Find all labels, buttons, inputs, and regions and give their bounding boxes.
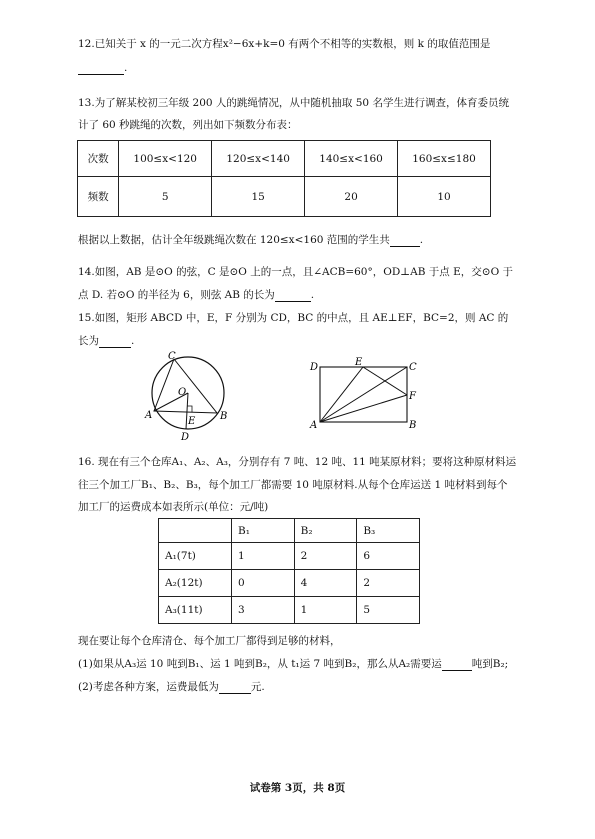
- q14-line2: [78, 287, 314, 302]
- q14-line1: 14.如图，AB 是⊙O 的弦，C 是⊙O 上的一点，且∠ACB=60°，OD⊥AB 于点 E，交⊙O 于: [78, 266, 514, 278]
- label-c: C: [168, 351, 176, 362]
- q13-after-tail: .: [419, 234, 424, 246]
- q16-line2: 往三个加工厂B₁、B₂、B₃，每个加工厂都需要 10 吨原材料.从每个仓库运送 1 吨材料到每个: [78, 479, 508, 491]
- answer-blank: [390, 234, 420, 247]
- q16-after: 现在要让每个仓库清仓、每个加工厂都得到足够的材料，: [78, 635, 341, 647]
- q12-tail: .: [124, 62, 128, 74]
- q13-after: [78, 232, 423, 247]
- q14-tail: .: [310, 289, 315, 301]
- label-e: E: [355, 357, 363, 368]
- freq-cell: 频数: [78, 177, 119, 217]
- q15-line2: [78, 333, 134, 348]
- q15-line2-text: 长为: [78, 335, 99, 347]
- cost-cell: 3: [232, 597, 295, 624]
- segment-af: [320, 395, 407, 422]
- rectangle-figure: [308, 355, 418, 430]
- freq-cell: 20: [305, 177, 398, 217]
- q16-line1: 16. 现在有三个仓库A₁、A₂、A₃，分别存有 7 吨、12 吨、11 吨某原材料；要将这种原材料运: [78, 456, 517, 468]
- label-c: C: [409, 362, 417, 373]
- answer-blank: [442, 658, 472, 671]
- cost-row-label: A₂(12t): [159, 570, 232, 597]
- segment-ac: [320, 367, 407, 422]
- freq-cell: 5: [119, 177, 212, 217]
- q16-part1-tail: 吨到B₂;: [471, 658, 509, 670]
- cost-header: B₂: [294, 519, 357, 543]
- label-a: A: [145, 410, 153, 421]
- label-a: A: [310, 420, 318, 430]
- q12-answer-line: [78, 62, 127, 75]
- circle-figure: [140, 350, 240, 442]
- cost-cell: 1: [294, 597, 357, 624]
- cost-header: B₁: [232, 519, 295, 543]
- answer-blank: [99, 335, 131, 348]
- page-footer: 试卷第 3页，共 8页: [249, 782, 346, 794]
- q15-line1: 15.如图，矩形 ABCD 中，E，F 分别为 CD，BC 的中点，且 AE⊥EF，BC=2，则 AC 的: [78, 312, 509, 324]
- frequency-table: [77, 140, 491, 217]
- cost-row-label: A₃(11t): [159, 597, 232, 624]
- answer-blank: [219, 681, 251, 694]
- q16-part2: [78, 679, 265, 694]
- label-b: B: [220, 411, 228, 422]
- q14-line2-text: 点 D. 若⊙O 的半径为 6，则弦 AB 的长为: [78, 289, 275, 301]
- label-b: B: [409, 420, 417, 430]
- cost-header: [159, 519, 232, 543]
- segment-ae: [320, 367, 363, 422]
- label-f: F: [409, 391, 416, 402]
- label-d: D: [181, 432, 190, 442]
- freq-cell: 15: [212, 177, 305, 217]
- cost-cell: 0: [232, 570, 295, 597]
- freq-header: 120≤x<140: [212, 141, 305, 177]
- q16-part2-text: (2)考虑各种方案，运费最低为: [78, 681, 219, 693]
- cost-cell: 1: [232, 543, 295, 570]
- freq-header: 次数: [78, 141, 119, 177]
- q16-part1-text: (1)如果从A₃运 10 吨到B₁、运 1 吨到B₂，从 t₁运 7 吨到B₂，那么从A₂需要运: [78, 658, 442, 670]
- freq-header: 160≤x≤180: [398, 141, 491, 177]
- q13-line1: 13.为了解某校初三年级 200 人的跳绳情况，从中随机抽取 50 名学生进行调查，体育委员统: [78, 97, 509, 109]
- freq-cell: 10: [398, 177, 491, 217]
- label-e: E: [188, 416, 196, 427]
- cost-cell: 2: [294, 543, 357, 570]
- q13-line2: 计了 60 秒跳绳的次数，列出如下频数分布表：: [78, 119, 298, 131]
- cost-header: B₃: [357, 519, 420, 543]
- shipping-cost-table: [158, 518, 420, 624]
- q13-after-text: 根据以上数据，估计全年级跳绳次数在 120≤x<160 范围的学生共: [78, 234, 390, 246]
- q16-line3: 加工厂的运费成本如表所示(单位：元/吨): [78, 501, 269, 513]
- q16-part2-tail: 元.: [250, 681, 265, 693]
- answer-blank: [78, 62, 124, 75]
- cost-cell: 2: [357, 570, 420, 597]
- cost-cell: 6: [357, 543, 420, 570]
- label-o: O: [178, 387, 187, 398]
- cost-row-label: A₁(7t): [159, 543, 232, 570]
- cost-cell: 4: [294, 570, 357, 597]
- answer-blank: [275, 289, 311, 302]
- label-d: D: [310, 362, 319, 373]
- q15-tail: .: [131, 335, 135, 347]
- cost-cell: 5: [357, 597, 420, 624]
- right-angle-mark: [187, 406, 192, 412]
- q12-text: 12.已知关于 x 的一元二次方程x²−6x+k=0 有两个不相等的实数根，则 k 的取值范围是: [78, 38, 491, 50]
- q16-part1: [78, 656, 508, 671]
- freq-header: 100≤x<120: [119, 141, 212, 177]
- freq-header: 140≤x<160: [305, 141, 398, 177]
